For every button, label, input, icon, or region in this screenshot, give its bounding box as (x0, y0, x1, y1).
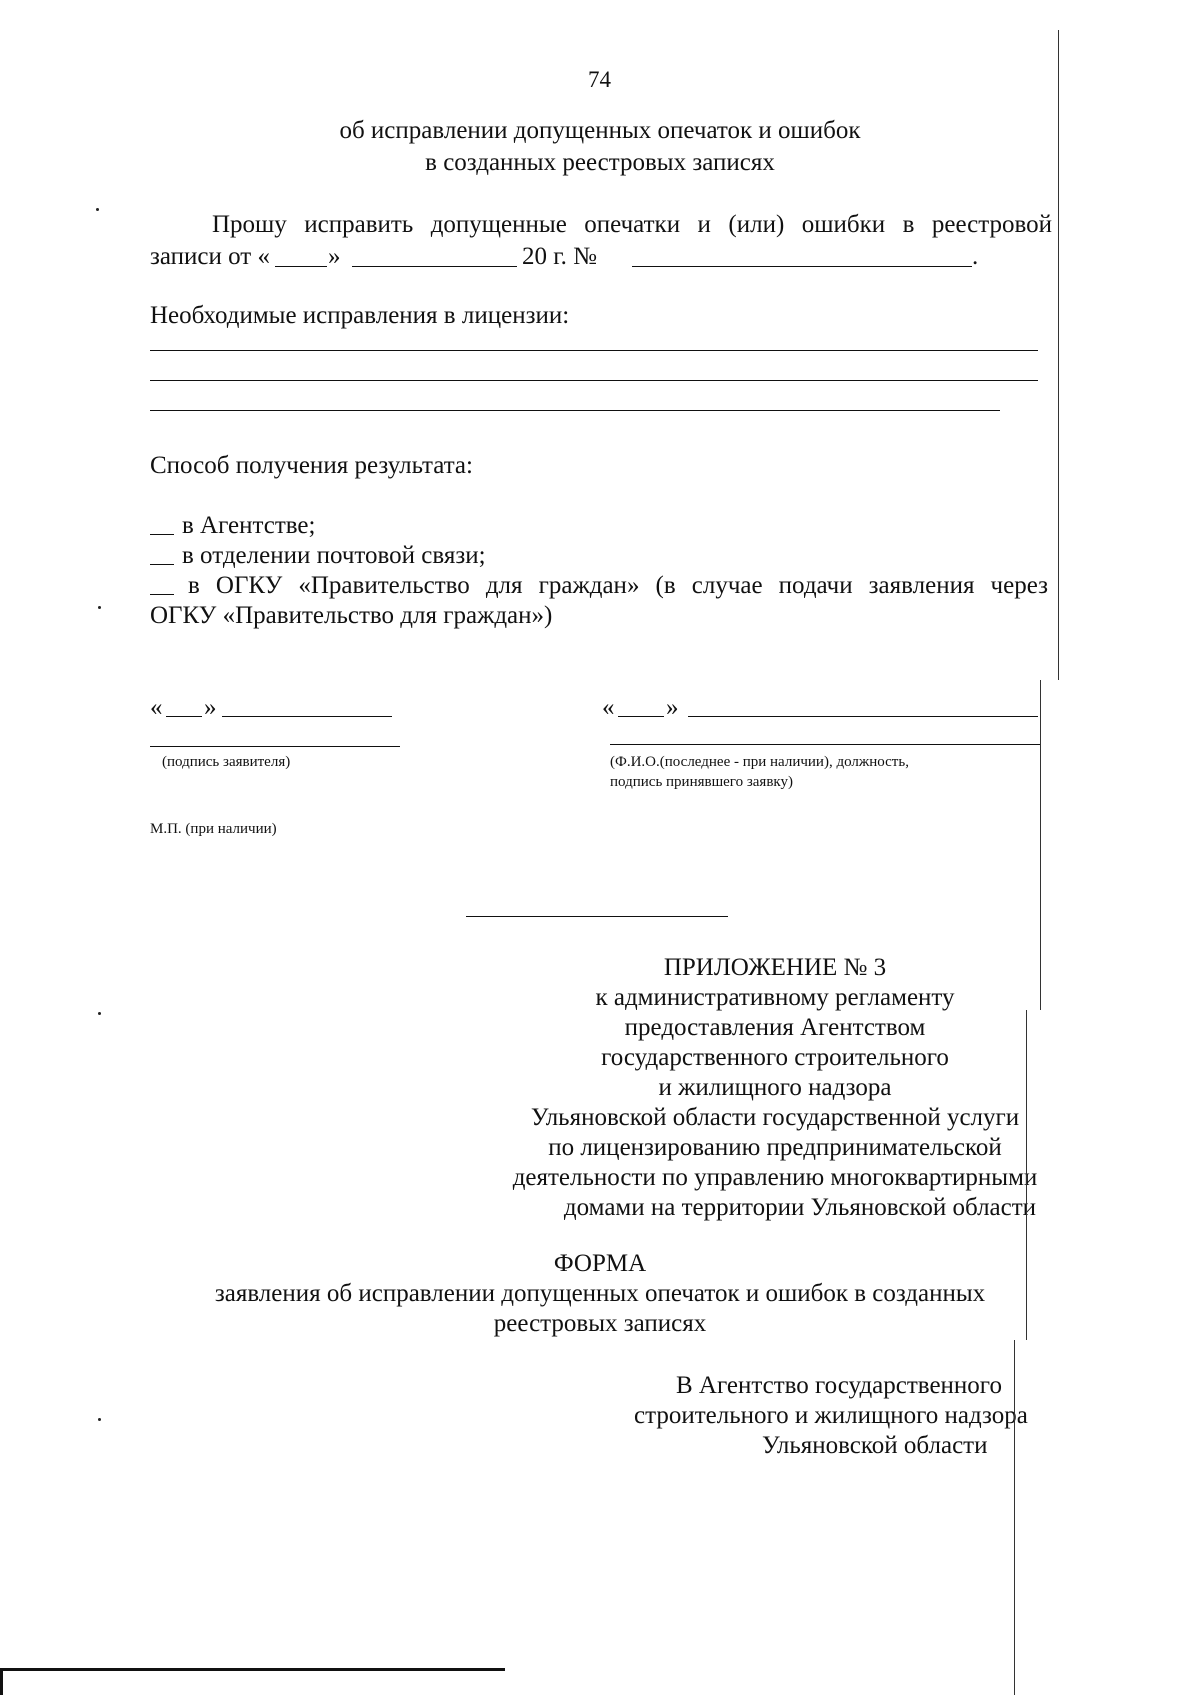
corrections-blank-line-3[interactable] (150, 410, 1000, 411)
scan-dot (96, 208, 99, 211)
corrections-blank-line-1[interactable] (150, 350, 1038, 351)
scan-crease-middle (1040, 680, 1041, 1010)
option-2-checkbox[interactable] (150, 564, 174, 565)
form-title-line-1: заявления об исправлении допущенных опечаток и ошибок в созданных (214, 1280, 986, 1307)
appendix-line-4: и жилищного надзора (658, 1074, 892, 1101)
applicant-date-month-blank[interactable] (222, 716, 392, 717)
request-day-blank[interactable] (275, 266, 327, 267)
request-end: . (972, 243, 979, 270)
stamp-label: М.П. (при наличии) (150, 821, 277, 837)
scan-dot (98, 1012, 101, 1015)
option-2-label: в отделении почтовой связи; (182, 542, 486, 569)
addressee-line-3: Ульяновской области (762, 1432, 988, 1459)
scan-dot (98, 1418, 101, 1421)
option-1-checkbox[interactable] (150, 534, 174, 535)
option-3-checkbox[interactable] (150, 594, 174, 595)
page-number: 74 (588, 67, 611, 92)
receiver-caption-line-2: подпись принявшего заявку) (610, 774, 793, 790)
request-prefix: записи от « (150, 243, 270, 270)
corrections-blank-line-2[interactable] (150, 380, 1038, 381)
form-title-line-2: реестровых записях (493, 1310, 707, 1337)
form-heading: ФОРМА (553, 1250, 647, 1277)
addressee-line-1: В Агентство государственного (676, 1372, 1002, 1399)
appendix-line-3: государственного строительного (601, 1044, 949, 1071)
appendix-heading: ПРИЛОЖЕНИЕ № 3 (663, 954, 887, 981)
applicant-date-open: « (150, 694, 163, 721)
applicant-date-close: » (204, 694, 217, 721)
option-3-label-line-2: ОГКУ «Правительство для граждан») (150, 602, 553, 629)
applicant-date-day-blank[interactable] (166, 716, 202, 717)
appendix-line-6: по лицензированию предпринимательской (548, 1134, 1002, 1161)
request-line-1: Прошу исправить допущенные опечатки и (или) ошибки в реестровой (212, 211, 1052, 238)
receiver-date-day-blank[interactable] (618, 716, 664, 717)
corrections-label: Необходимые исправления в лицензии: (150, 302, 570, 329)
receiver-date-close: » (666, 694, 679, 721)
appendix-line-7: деятельности по управлению многоквартирными (512, 1164, 1038, 1191)
receiver-date-month-blank[interactable] (688, 716, 1038, 717)
applicant-signature-line[interactable] (150, 746, 400, 747)
result-label: Способ получения результата: (150, 452, 473, 479)
section-separator (466, 916, 728, 917)
appendix-line-8: домами на территории Ульяновской области (563, 1194, 1037, 1221)
appendix-line-5: Ульяновской области государственной услуги (530, 1104, 1020, 1131)
receiver-date-open: « (602, 694, 615, 721)
option-1-label: в Агентстве; (182, 512, 316, 539)
scan-crease-lower (1026, 1010, 1027, 1340)
option-3-label-line-1: в ОГКУ «Правительство для граждан» (в случае подачи заявления через (188, 572, 1048, 599)
request-year-number-label: 20 г. № (522, 243, 598, 270)
request-quote-close: » (328, 243, 341, 270)
request-number-blank[interactable] (632, 266, 972, 267)
addressee-line-2: строительного и жилищного надзора (634, 1402, 1028, 1429)
scan-dot (98, 606, 101, 609)
request-month-blank[interactable] (352, 266, 517, 267)
appendix-line-2: предоставления Агентством (624, 1014, 926, 1041)
scan-bottom-edge (0, 1668, 505, 1671)
scan-bottom-edge-corner (0, 1668, 3, 1695)
receiver-signature-line[interactable] (610, 744, 1040, 745)
scan-crease-upper (1058, 30, 1059, 680)
top-title-line-1: об исправлении допущенных опечаток и ошибок (339, 117, 861, 144)
applicant-signature-caption: (подпись заявителя) (162, 754, 291, 770)
top-title-line-2: в созданных реестровых записях (425, 149, 775, 176)
receiver-caption-line-1: (Ф.И.О.(последнее - при наличии), должность, (610, 754, 909, 770)
scan-crease-bottom (1014, 1340, 1015, 1695)
appendix-line-1: к административному регламенту (595, 984, 955, 1011)
